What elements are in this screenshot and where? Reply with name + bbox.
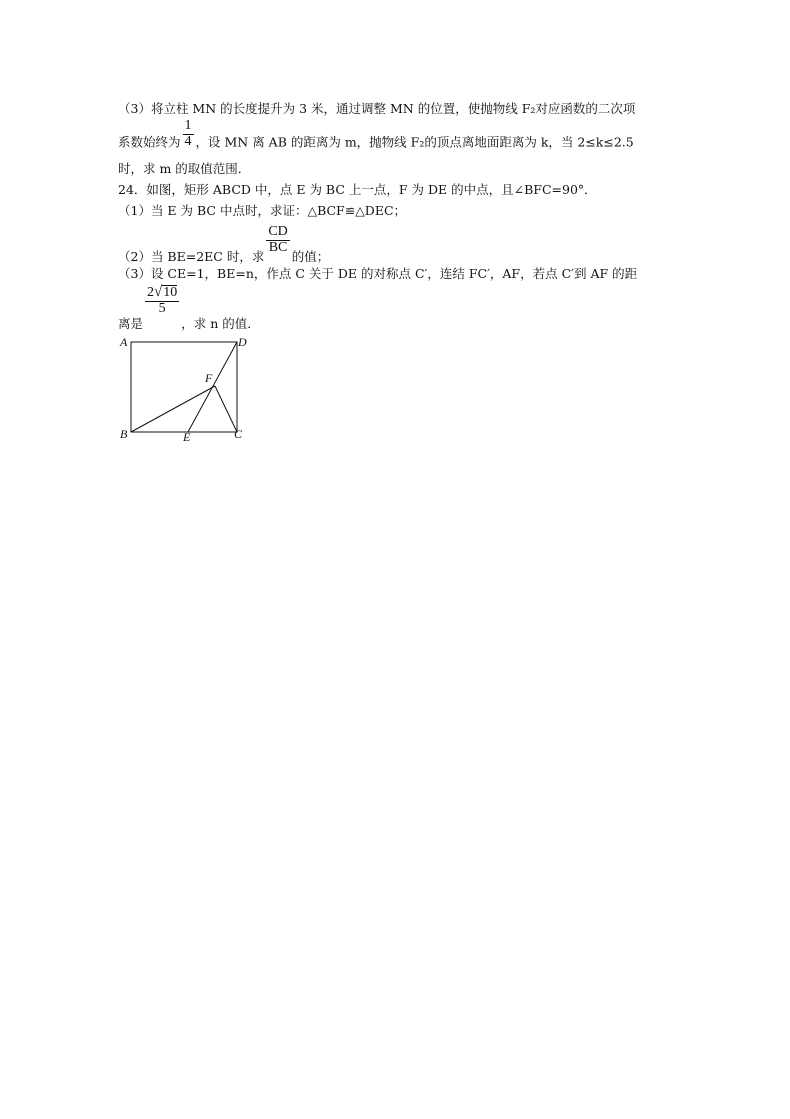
q23-line2-suffix: ，设 MN 离 AB 的距离为 m，抛物线 F₂的顶点离地面距离为 k，当 2≤k≤2.5 (195, 134, 634, 150)
fraction-denominator: BC (266, 240, 289, 256)
label-d: D (238, 335, 247, 349)
segment-bf (131, 386, 215, 432)
q24-part2-suffix: 的值； (291, 248, 330, 264)
q23-line2-prefix: 系数始终为 (118, 134, 181, 150)
fraction-denominator: 5 (145, 301, 179, 317)
coefficient: 2 (147, 285, 155, 300)
radicand: 10 (163, 285, 178, 300)
fraction-two-root-ten-over-five (145, 285, 179, 316)
label-b: B (120, 427, 128, 441)
rectangle-diagram (118, 334, 258, 447)
fraction-denominator: 4 (184, 133, 192, 149)
fraction-numerator (145, 285, 179, 301)
label-f: F (205, 371, 213, 385)
q23-part3-line1: （3）将立柱 MN 的长度提升为 3 米，通过调整 MN 的位置，使抛物线 F₂对应函数的二次项 (118, 101, 636, 116)
q24-part2-prefix: （2）当 BE=2EC 时，求 (118, 248, 265, 264)
q23-part3-line2 (118, 118, 634, 158)
rectangle-abcd (131, 342, 237, 432)
segment-ed (188, 342, 237, 432)
label-e: E (183, 430, 191, 444)
radical-sign: √ (154, 284, 163, 300)
q24-part3: （3）设 CE=1，BE=n，作点 C 关于 DE 的对称点 C′，连结 FC′，AF，若点 C′到 AF 的距 (118, 266, 638, 281)
fraction-numerator: CD (268, 224, 288, 239)
q24-part3b-prefix: 离是 (118, 316, 144, 332)
q24-part3b-suffix: ，求 n 的值． (181, 316, 260, 332)
q24-part3-continued (118, 284, 260, 332)
segment-fc (215, 386, 237, 432)
diagram-svg (118, 334, 258, 444)
fraction-numerator: 1 (184, 118, 192, 133)
q24-part1: （1）当 E 为 BC 中点时，求证：△BCF≌△DEC； (118, 203, 407, 218)
fraction-cd-over-bc (266, 225, 289, 255)
q24-intro: 24．如图，矩形 ABCD 中，点 E 为 BC 上一点，F 为 DE 的中点，且∠BFC=90°． (118, 182, 597, 197)
fraction-one-quarter (183, 119, 194, 149)
q24-part2 (118, 224, 330, 264)
q23-part3-line3: 时，求 m 的取值范围． (118, 161, 251, 176)
label-c: C (234, 427, 243, 441)
label-a: A (120, 335, 128, 349)
